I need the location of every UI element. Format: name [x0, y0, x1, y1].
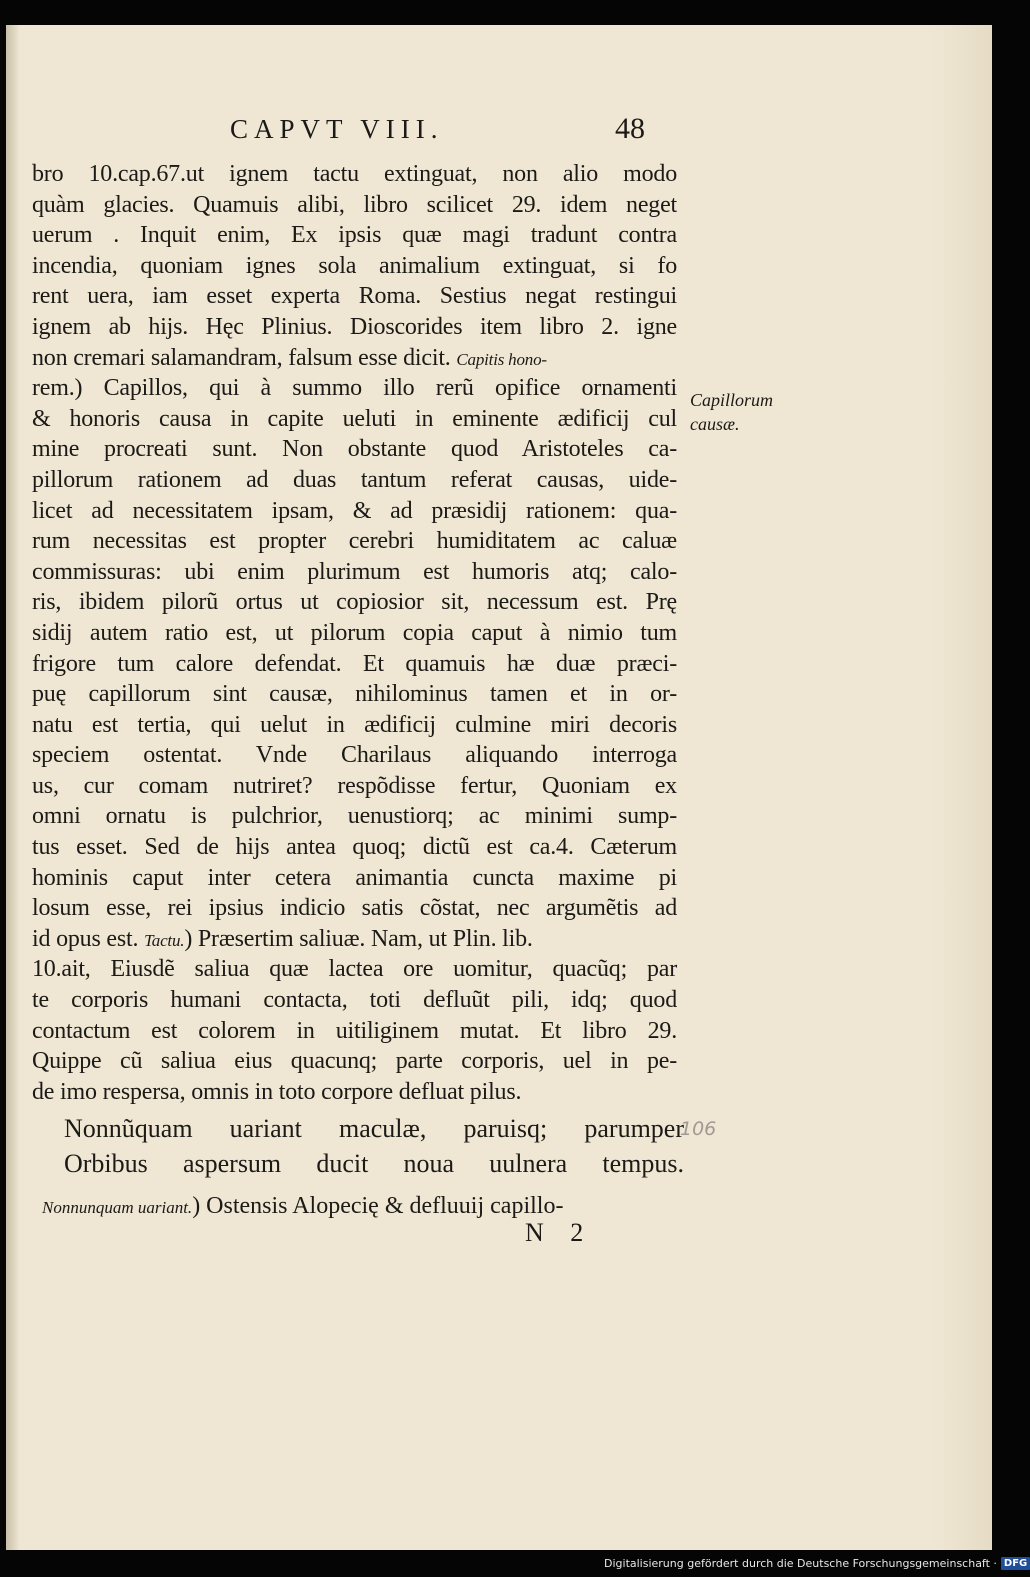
text-line: commissuras: ubi enim plurimum est humoris atq; calo- [32, 558, 677, 585]
text-line: frigore tum calore defendat. Et quamuis hæ duæ præci- [32, 650, 677, 677]
text-line: tus esset. Sed de hijs antea quoq; dictũ est ca.4. Cæterum [32, 834, 677, 861]
text-line-with-lemma [32, 924, 677, 955]
text-line-with-lemma [32, 343, 677, 374]
text-line: rem.) Capillos, qui à summo illo rerũ opifice ornamenti [32, 375, 677, 402]
text-segment: non cremari salamandram, falsum esse dicit. [32, 344, 451, 371]
text-line: us, cur comam nutriret? respõdisse fertur, Quoniam ex [32, 772, 677, 799]
page-number: 48 [615, 112, 645, 145]
digitization-footer [604, 1554, 1030, 1572]
text-line: hominis caput inter cetera animantia cuncta maxime pi [32, 864, 677, 891]
text-line: 10.ait, Eiusdẽ saliua quæ lactea ore uomitur, quacũq; par [32, 956, 677, 983]
text-line: Quippe cũ saliua eius quacunq; parte corporis, uel in pe- [32, 1048, 677, 1075]
text-line: de imo respersa, omnis in toto corpore defluat pilus. [32, 1078, 522, 1105]
text-segment: id opus est. [32, 925, 139, 952]
text-line: mine procreati sunt. Non obstante quod Aristoteles ca- [32, 436, 677, 463]
text-line: quàm glacies. Quamuis alibi, libro scilicet 29. idem neget [32, 191, 677, 218]
text-line: sidij autem ratio est, ut pilorum copia caput à nimio tum [32, 619, 677, 646]
verse-line-2: Orbibus aspersum ducit noua uulnera tempus. [64, 1149, 684, 1178]
text-line: ris, ibidem pilorũ ortus ut copiosior sit, necessum est. Prę [32, 589, 677, 616]
text-line: natu est tertia, qui uelut in ædificij culmine miri decoris [32, 711, 677, 738]
handwritten-number: 106 [680, 1118, 717, 1140]
text-line: uerum . Inquit enim, Ex ipsis quæ magi tradunt contra [32, 222, 677, 249]
main-text [32, 159, 677, 1107]
text-line: contactum est colorem in uitiliginem mutat. Et libro 29. [32, 1017, 677, 1044]
text-line: rum necessitas est propter cerebri humiditatem ac caluæ [32, 528, 677, 555]
lemma-tactu: Tactu. [144, 930, 185, 950]
text-line: omni ornatu is pulchrior, uenustiorq; ac minimi sump- [32, 803, 677, 830]
running-title: CAPVT VIII. [230, 114, 444, 144]
text-line: losum esse, rei ipsius indicio satis cõstat, nec argumẽtis ad [32, 895, 677, 922]
verse-line-1: Nonnũquam uariant maculæ, paruisq; parumper [64, 1114, 684, 1143]
dfg-logo-icon: DFG [1001, 1557, 1030, 1570]
text-line: speciem ostentat. Vnde Charilaus aliquando interroga [32, 742, 677, 769]
signature-mark: N 2 [525, 1218, 594, 1247]
text-segment: ) Præsertim saliuæ. Nam, ut Plin. lib. [184, 925, 533, 952]
text-line: pillorum rationem ad duas tantum referat causas, uide- [32, 466, 677, 493]
text-line: licet ad necessitatem ipsam, & ad præsidij rationem: qua- [32, 497, 677, 524]
text-line: & honoris causa in capite ueluti in eminente ædificij cul [32, 405, 677, 432]
text-line: ignem ab hijs. Hęc Plinius. Dioscorides item libro 2. igne [32, 313, 677, 340]
text-line: rent uera, iam esset experta Roma. Sestius negat restingui [32, 283, 677, 310]
marginal-note-line: Capillorum [690, 390, 774, 410]
text-line: incendia, quoniam ignes sola animalium extinguat, si fo [32, 252, 677, 279]
lemma-nonnunquam: Nonnunquam uariant. [42, 1198, 193, 1217]
page-edge-shadow [932, 25, 992, 1550]
text-line: puę capillorum sint causæ, nihilominus tamen et in or- [32, 681, 677, 708]
text-segment: ) Ostensis Alopecię & defluuij capillo- [192, 1193, 564, 1219]
footer-credit: Digitalisierung gefördert durch die Deutsche Forschungsgemeinschaft · [604, 1556, 997, 1570]
page-gutter-shadow [6, 25, 20, 1550]
commentary-line [42, 1193, 672, 1220]
marginal-note [690, 388, 773, 436]
text-line: bro 10.cap.67.ut ignem tactu extinguat, non alio modo [32, 161, 677, 187]
lemma-capitis-honorem: Capitis hono- [456, 349, 547, 369]
marginal-note-line: causæ. [690, 414, 740, 434]
text-line: te corporis humani contacta, toti defluũt pili, idq; quod [32, 987, 677, 1014]
